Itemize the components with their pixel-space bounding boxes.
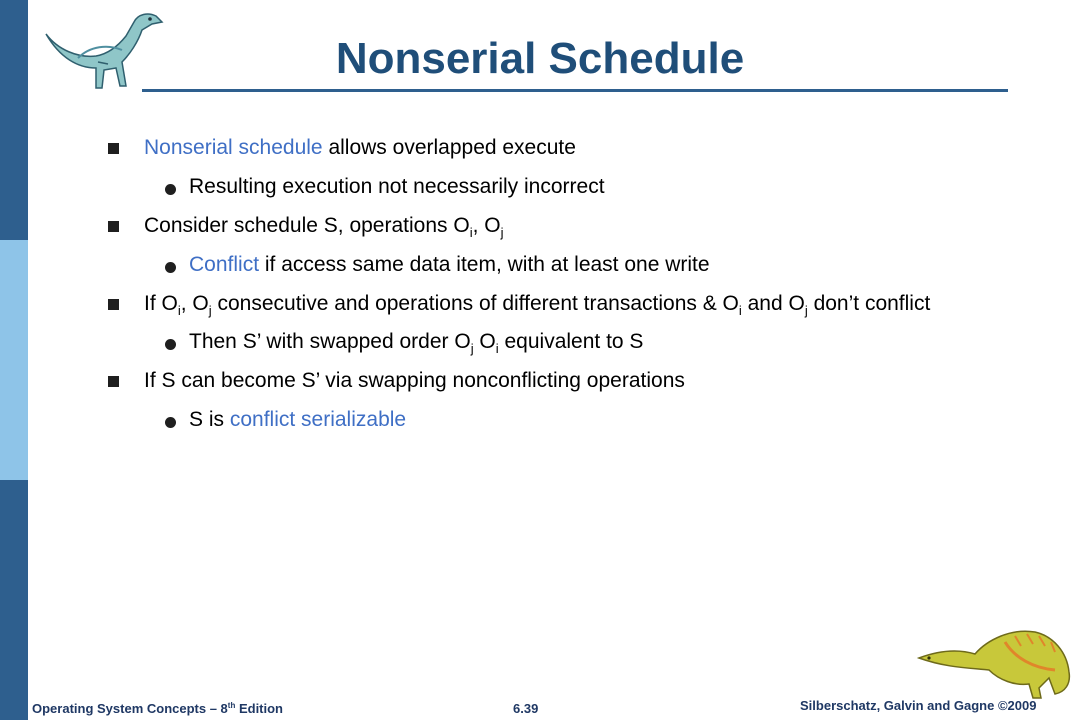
- bullet-text: S is conflict serializable: [189, 408, 407, 431]
- bullet-text: Then S’ with swapped order $O_j$ $O_i$ equivalent to S: [189, 330, 644, 356]
- slide-title: Nonserial Schedule: [335, 34, 745, 83]
- footer-page-number: 6.39: [513, 701, 539, 716]
- bullet-text: If S can become S’ via swapping nonconflicting operations: [144, 369, 685, 392]
- bullet-text: Nonserial schedule allows overlapped execute: [144, 136, 576, 159]
- square-bullet-icon: [108, 221, 119, 232]
- bullet-text: Conflict if access same data item, with at least one write: [189, 253, 710, 276]
- square-bullet-icon: [108, 143, 119, 154]
- square-bullet-icon: [108, 376, 119, 387]
- sub-bullet-item: [0, 253, 1080, 286]
- sub-bullet-item: [0, 408, 1080, 441]
- circle-bullet-icon: [165, 339, 176, 350]
- sub-bullet-item: [0, 175, 1080, 208]
- square-bullet-icon: [108, 299, 119, 310]
- bullet-item: [0, 369, 1080, 402]
- bullet-text: Consider schedule S, operations $O_i$, $O_j$: [144, 214, 504, 240]
- bullet-item: [0, 292, 1080, 325]
- circle-bullet-icon: [165, 262, 176, 273]
- dinosaur-logo-icon: [915, 618, 1075, 700]
- bullet-item: [0, 136, 1080, 169]
- circle-bullet-icon: [165, 417, 176, 428]
- bullet-text: If $O_i$, $O_j$ consecutive and operations of different transactions & $O_i$ and $O_j$ don’t conflict: [144, 292, 931, 318]
- circle-bullet-icon: [165, 184, 176, 195]
- footer-book-title: Operating System Concepts – 8th Edition: [32, 701, 284, 716]
- footer-copyright: Silberschatz, Galvin and Gagne ©2009: [800, 698, 1037, 713]
- sub-bullet-item: [0, 330, 1080, 363]
- bullet-item: [0, 214, 1080, 247]
- bullet-text: Resulting execution not necessarily incorrect: [189, 175, 605, 198]
